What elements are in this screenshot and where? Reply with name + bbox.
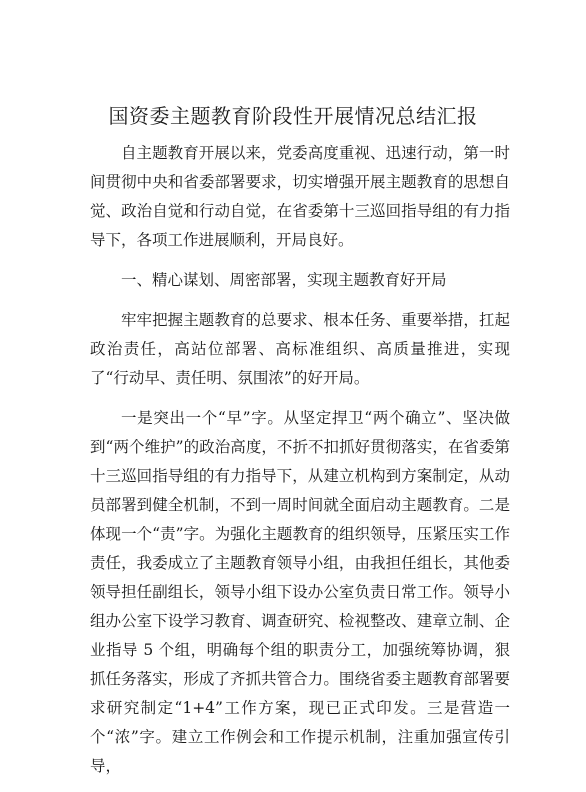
paragraph-details: 一是突出一个“早”字。从坚定捍卫“两个确立”、坚决做到“两个维护”的政治高度，不折不扣抓好贯彻落实，在省委第十三巡回指导组的有力指导下，从建立机构到方案制定，从动员部署到健全机制，不到一周时间就全面启动主题教育。二是体现一个“责”字。为强化主题教育的组织领导，压紧压实工作责任，我委成立了主题教育领导小组，由我担任组长，其他委领导担任副组长，领导小组下设办公室负责日常工作。领导小组办公室下设学习教育、调查研究、检视整改、建章立制、企业指导 5 个组，明确每个组的职责分工，加强统筹协调，狠抓任务落实，形成了齐抓共管合力。围绕省委主题教育部署要求研究制定“1+4”工作方案，现已正式印发。三是营造一个“浓”字。建立工作例会和工作提示机制，注重加强宣传引导， <box>90 409 510 775</box>
paragraph-intro: 自主题教育开展以来，党委高度重视、迅速行动，第一时间贯彻中央和省委部署要求，切实增强开展主题教育的思想自觉、政治自觉和行动自觉，在省委第十三巡回指导组的有力指导下，各项工作进展顺利，开局良好。 <box>90 144 510 249</box>
section-heading: 一、精心谋划、周密部署，实现主题教育好开局 <box>121 271 447 289</box>
document-body <box>90 139 510 792</box>
paragraph-summary: 牢牢把握主题教育的总要求、根本任务、重要举措，扛起政治责任，高站位部署、高标准组织、高质量推进，实现了“行动早、责任明、氛围浓”的好开局。 <box>90 311 510 387</box>
document-title: 国资委主题教育阶段性开展情况总结汇报 <box>108 104 478 128</box>
